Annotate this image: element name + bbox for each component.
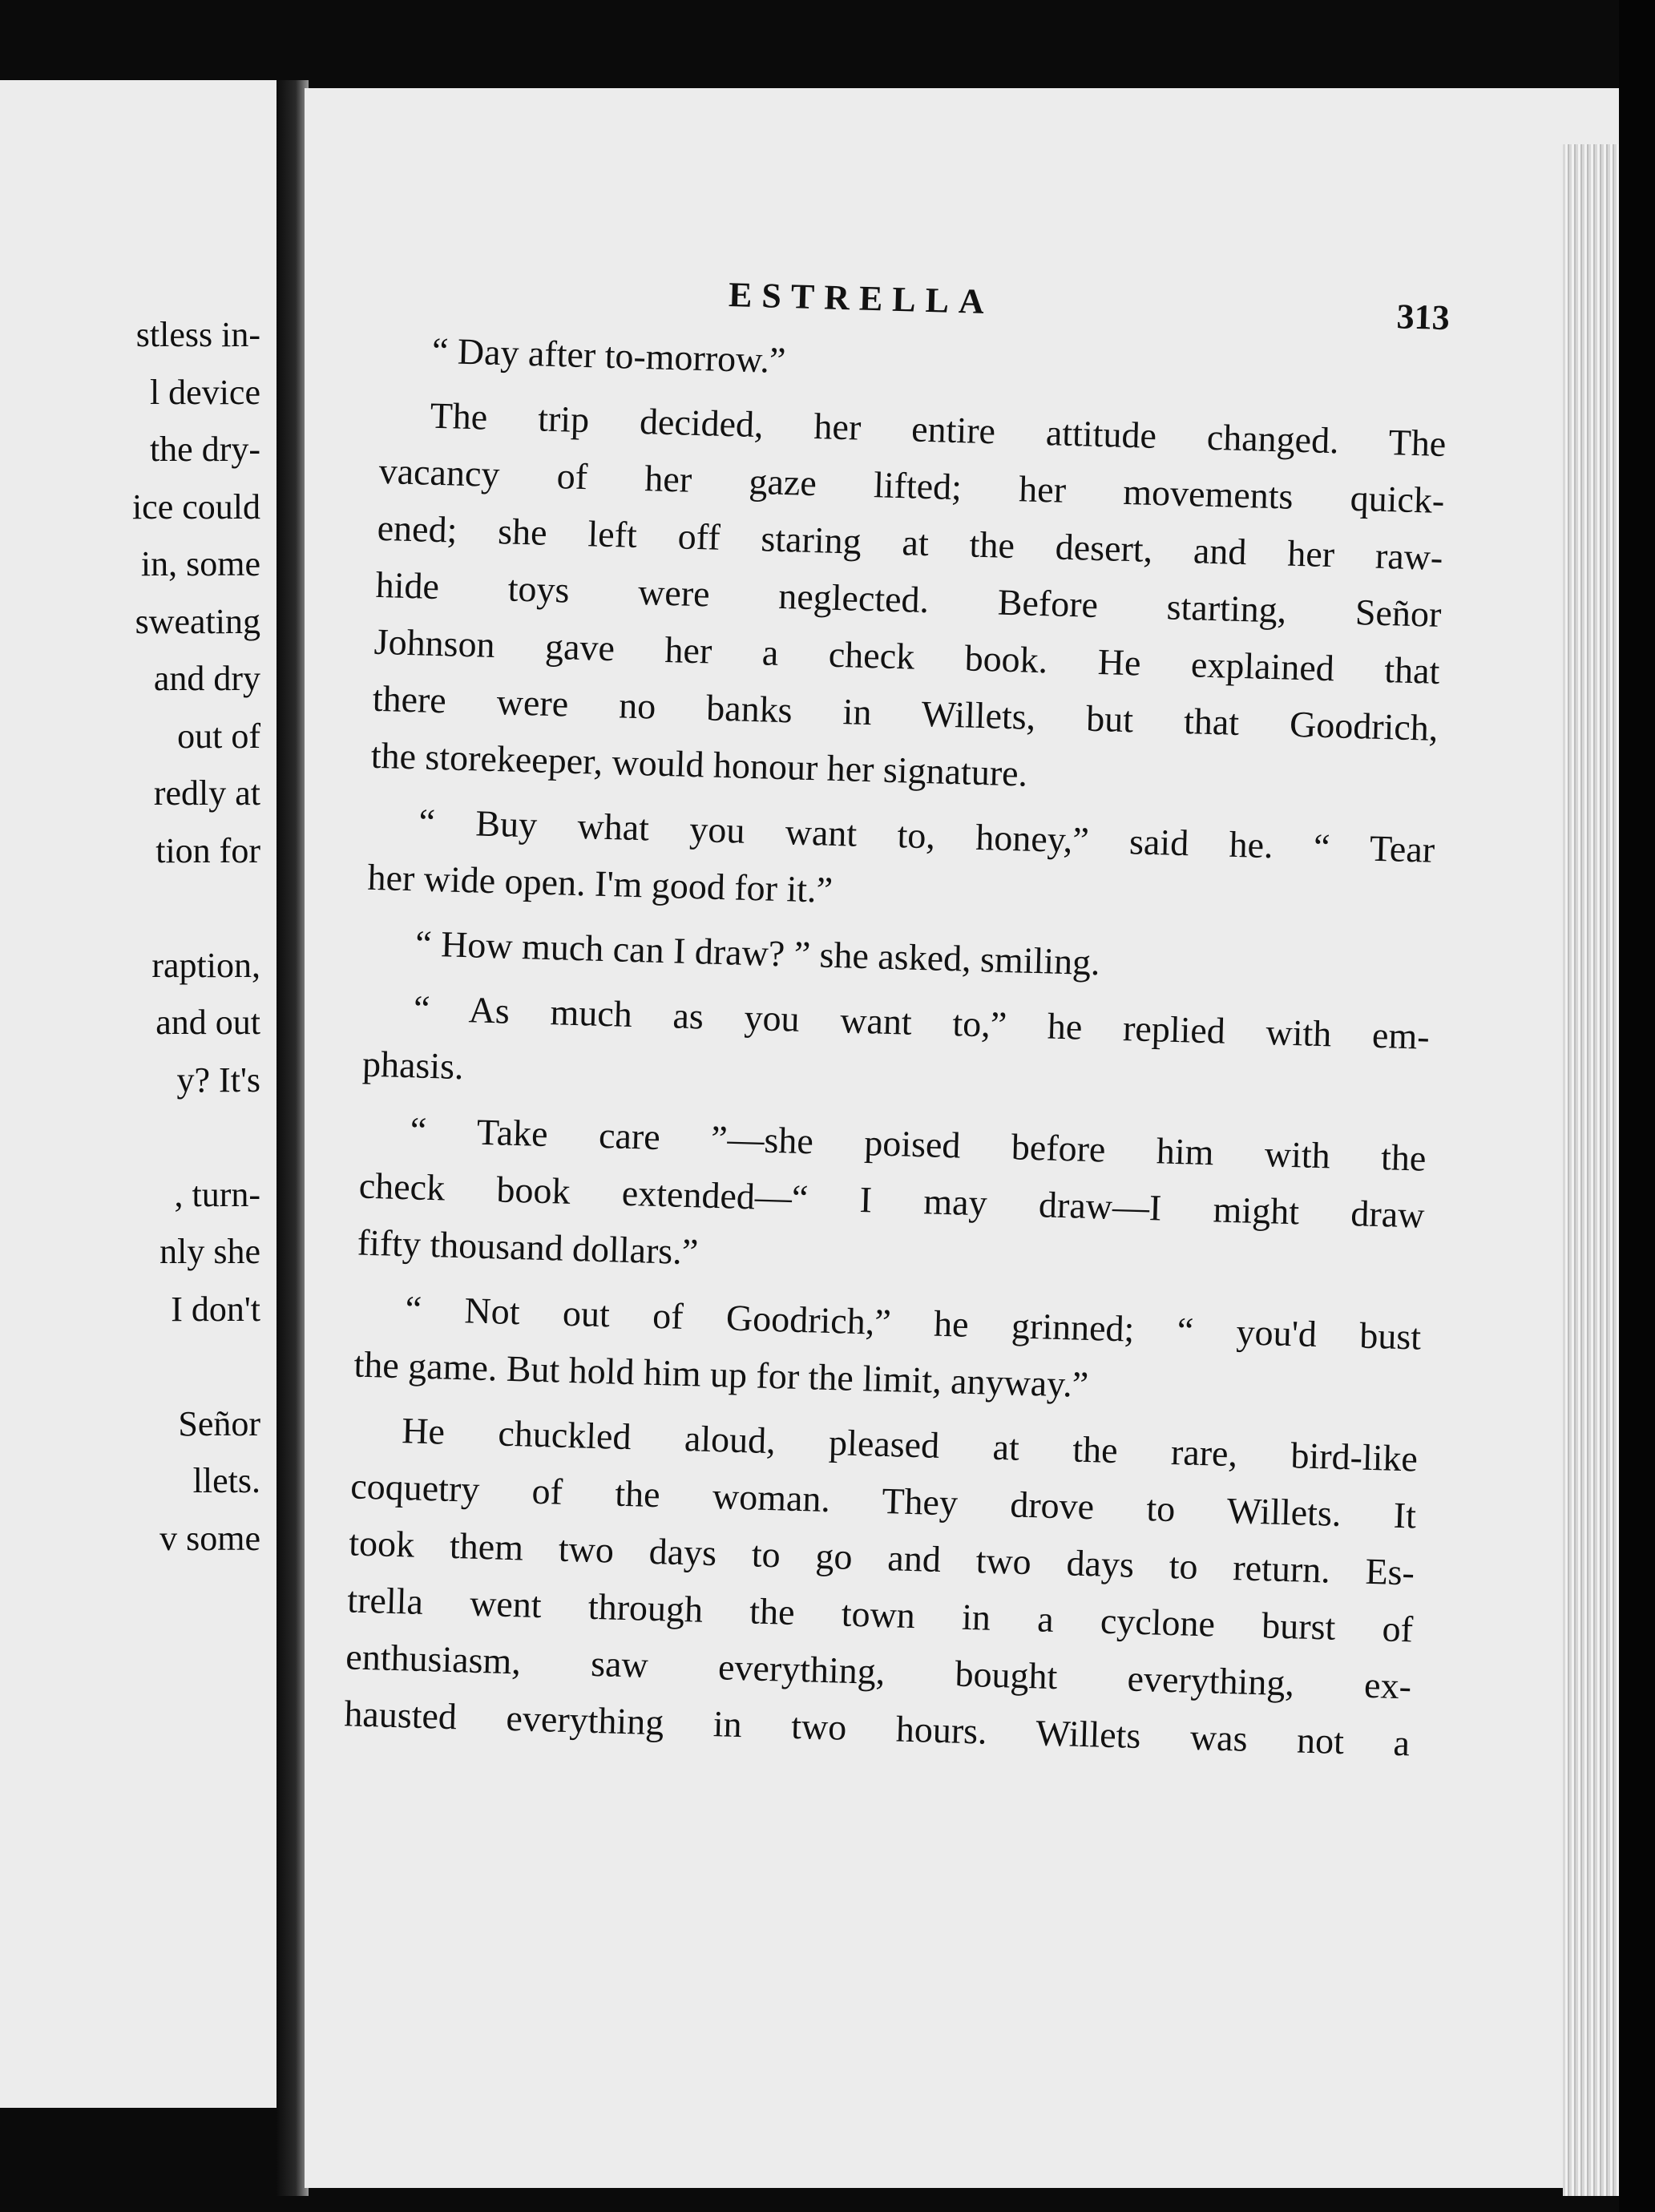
text-line: “ Buy what you want to, honey,” said he. “ Tear (418, 801, 1435, 870)
text-line: hide toys were neglected. Before starting, Señor (375, 563, 1443, 635)
previous-page-line: and out (155, 1003, 260, 1042)
text-line: phasis. (361, 1043, 465, 1088)
previous-page-line: llets. (192, 1461, 260, 1500)
current-page (305, 88, 1619, 2188)
text-line: trella went through the town in a cyclone burst of (346, 1579, 1414, 1650)
text-line: “ Not out of Goodrich,” he grinned; “ you'd bust (404, 1288, 1422, 1358)
previous-page-line: , turn- (174, 1174, 260, 1214)
previous-page-line: sweating (135, 601, 260, 641)
text-line: enthusiasm, saw everything, bought everything, ex- (345, 1636, 1412, 1707)
text-line: took them two days to go and two days to return. Es- (348, 1522, 1415, 1593)
text-line: “ Day after to-morrow.” (431, 329, 787, 381)
previous-page-line: nly she (159, 1232, 260, 1271)
text-line: hausted everything in two hours. Willets was not a (343, 1693, 1411, 1764)
text-line: coquetry of the woman. They drove to Willets. It (349, 1465, 1417, 1536)
previous-page-line: redly at (153, 773, 260, 813)
text-line: the game. But hold him up for the limit, anyway.” (353, 1343, 1089, 1406)
text-line: Johnson gave her a check book. He explained that (373, 620, 1441, 692)
text-line: He chuckled aloud, pleased at the rare, bird-like (401, 1410, 1419, 1479)
previous-page-line: raption, (151, 945, 260, 985)
text-line: “ How much can I draw? ” she asked, smiling. (414, 922, 1101, 983)
previous-page (0, 80, 288, 2108)
previous-page-line: tion for (155, 830, 260, 870)
previous-page-line: Señor (178, 1403, 260, 1443)
text-line: the storekeeper, would honour her signature. (370, 734, 1028, 794)
text-line: vacancy of her gaze lifted; her movements quick- (378, 450, 1446, 522)
previous-page-line: l device (149, 372, 260, 412)
text-line: “ As much as you want to,” he replied with em- (413, 987, 1431, 1057)
previous-page-line (132, 1338, 260, 1395)
scan-border (1619, 0, 1655, 2212)
text-line: check book extended—“ I may draw—I might draw (358, 1165, 1426, 1236)
previous-page-line: I don't (171, 1289, 260, 1329)
text-line: The trip decided, her entire attitude changed. The (430, 394, 1447, 465)
previous-page-text (132, 306, 260, 1567)
previous-page-line: and dry (153, 659, 260, 698)
previous-page-line: out of (177, 716, 260, 756)
book-gutter (277, 80, 309, 2196)
text-line: there were no banks in Willets, but that Goodrich, (372, 677, 1439, 749)
text-line: ened; she left off staring at the desert, and her raw- (377, 507, 1444, 578)
previous-page-line: the dry- (149, 430, 260, 469)
previous-page-line: y? It's (176, 1060, 260, 1100)
text-line: her wide open. I'm good for it.” (366, 856, 834, 910)
body-text (344, 321, 1449, 1771)
previous-page-line: in, some (140, 544, 260, 583)
previous-page-line (132, 879, 260, 937)
previous-page-line: ice could (131, 486, 260, 527)
page-block-edge (1563, 144, 1619, 2196)
previous-page-line: stless in- (135, 315, 260, 354)
text-line: fifty thousand dollars.” (357, 1221, 699, 1273)
previous-page-line: v some (159, 1518, 260, 1558)
page-text-block (344, 264, 1451, 1771)
page-number: 313 (1395, 297, 1451, 338)
text-line: “ Take care ”—she poised before him with the (410, 1109, 1427, 1179)
running-title: ESTRELLA (728, 275, 995, 322)
previous-page-line (132, 1108, 260, 1166)
